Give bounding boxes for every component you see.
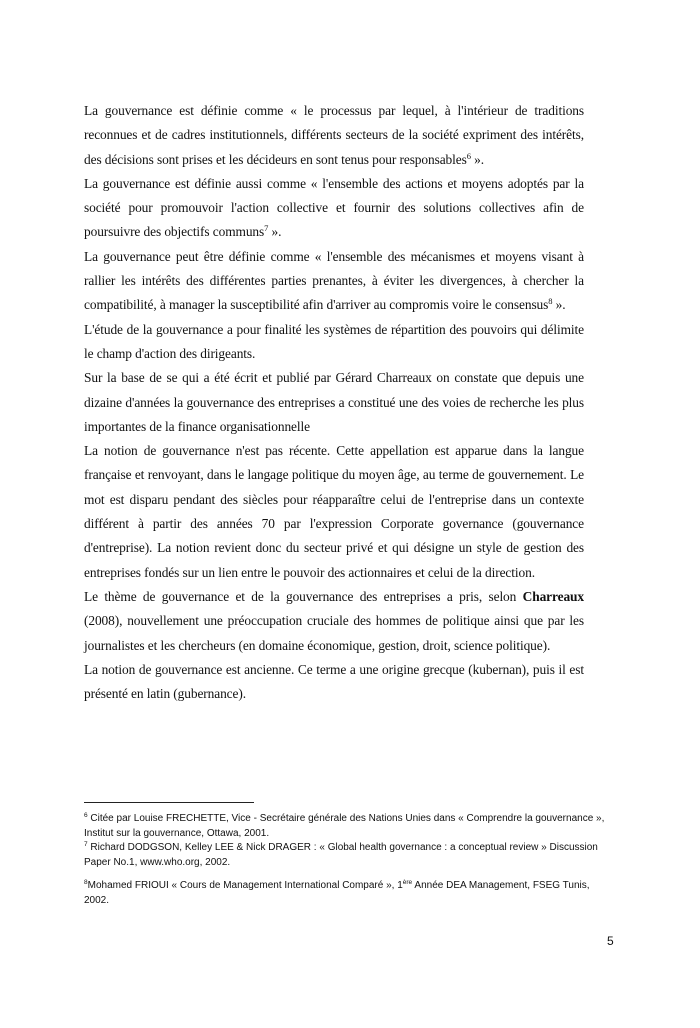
paragraph-3-text: La gouvernance peut être définie comme « l'ensemble des mécanismes et moyens visant à rallier les intérêts des différentes parties prenantes, à éviter les divergences, à chercher la compatibilité, à manager la susceptibilité afin d'arriver au compromis voire le consensus [84,248,584,313]
footnotes [84,812,614,908]
footnote-8-text-after: Année DEA Management, FSEG Tunis, 2002. [84,880,590,906]
footnote-ref-6[interactable]: 6 [466,150,471,161]
paragraph-7-after: (2008), nouvellement une préoccupation cruciale des hommes de politique ainsi que par les journalistes et les chercheurs (en domaine économique, gestion, droit, science politique). [84,613,584,653]
footnote-separator [84,802,254,803]
body-text [84,99,584,706]
footnote-8 [84,879,614,908]
paragraph-4: L'étude de la gouvernance a pour finalité les systèmes de répartition des pouvoirs qui délimite le champ d'action des dirigeants. [84,321,584,361]
paragraph-2 [84,172,584,245]
footnote-7-text: Richard DODGSON, Kelley LEE & Nick DRAGER : « Global health governance : a conceptual review » Discussion Paper No.1, www.who.org, 2002. [84,842,598,868]
paragraph-8: La notion de gouvernance est ancienne. Ce terme a une origine grecque (kubernan), puis il est présenté en latin (gubernance). [84,661,584,702]
author-name-bold: Charreaux [522,588,584,604]
paragraph-5: Sur la base de se qui a été écrit et publié par Gérard Charreaux on constate que depuis une dizaine d'années la gouvernance des entreprises a constitué une des voies de recherche les plus importantes de la finance organisationnelle [84,370,584,434]
footnote-7-number: 7 [84,841,88,848]
paragraph-1-tail: ». [470,151,484,167]
footnote-7 [84,841,614,870]
page-number: 5 [607,934,614,948]
paragraph-7-before: Le thème de gouvernance et de la gouvernance des entreprises a pris, selon [84,588,523,604]
paragraph-1 [84,99,584,172]
paragraph-3-tail: ». [552,297,566,313]
paragraph-3 [84,245,584,318]
paragraph-6: La notion de gouvernance n'est pas récente. Cette appellation est apparue dans la langue française et renvoyant, dans le langage politique du moyen âge, au terme de gouvernement. Le mot est disparu pendant des siècles pour réapparaître celui de l'entreprise dans un contexte différent à partir des années 70 par l'expression Corporate governance (gouvernance d'entreprise). La notion revient donc du secteur privé et qui désigne un style de gestion des entreprises fondés sur un lien entre le pouvoir des actionnaires et celui de la direction. [84,443,584,580]
footnote-ref-8[interactable]: 8 [548,296,553,307]
paragraph-7 [84,585,584,658]
footnote-ref-7[interactable]: 7 [264,223,269,234]
footnote-6 [84,812,614,841]
paragraph-2-tail: ». [268,224,282,240]
footnote-6-text: Citée par Louise FRECHETTE, Vice - Secrétaire générale des Nations Unies dans « Comprendre la gouvernance », Institut sur la gouvernance, Ottawa, 2001. [84,813,605,839]
paragraph-1-text: La gouvernance est définie comme « le processus par lequel, à l'intérieur de traditions reconnues et de cadres institutionnels, différents secteurs de la société expriment des intérêts, des décisions sont prises et les décideurs en sont tenus pour responsables [84,103,584,167]
footnote-8-number: 8 [84,879,88,886]
footnote-8-text-before: Mohamed FRIOUI « Cours de Management International Comparé », 1 [87,880,403,891]
paragraph-2-text: La gouvernance est définie aussi comme « l'ensemble des actions et moyens adoptés par la société pour promouvoir l'action collective et fournir des solutions collectives afin de poursuivre des objectifs communs [84,175,584,240]
footnote-6-number: 6 [84,812,88,819]
footnote-8-ordinal: ère [402,879,413,886]
